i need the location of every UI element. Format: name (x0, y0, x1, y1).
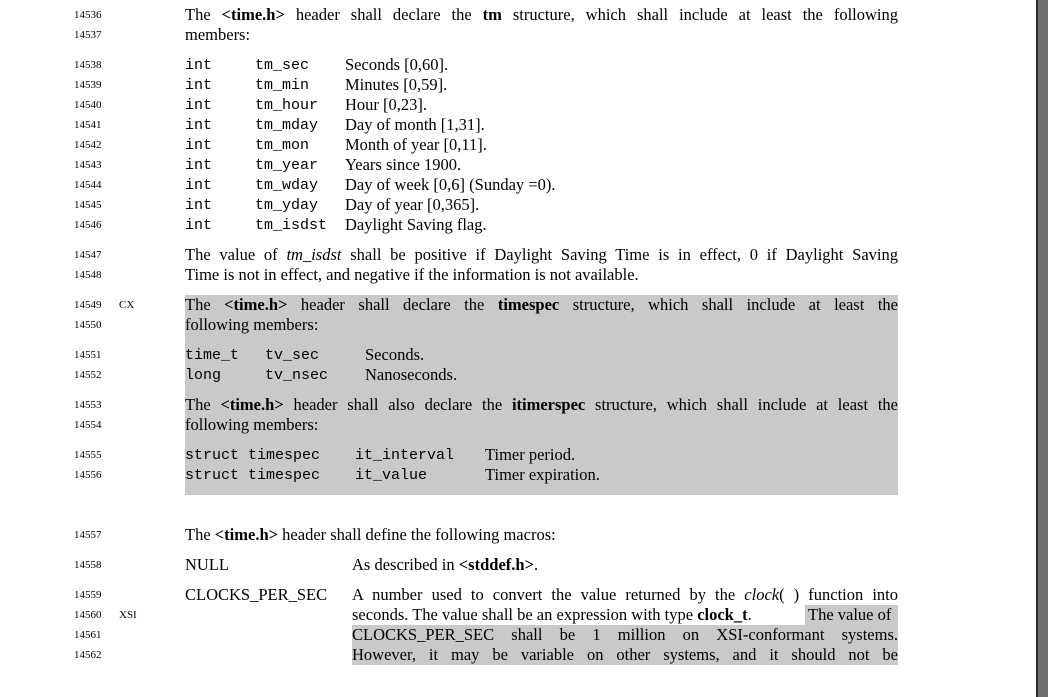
isdst-paragraph-line: Time is not in effect, and negative if the information is not available. (185, 265, 639, 284)
member-name: tm_sec (255, 57, 310, 74)
line-number: 14547 (74, 249, 102, 261)
member-type: int (185, 157, 213, 174)
macro-null-description: As described in <stddef.h>. (352, 555, 539, 574)
line-number: 14536 (74, 9, 102, 21)
member-name: tm_isdst (255, 217, 328, 234)
tm-paragraph-line: The <time.h> header shall declare the tm structure, which shall include at least the following (185, 5, 898, 24)
member-description: Daylight Saving flag. (345, 215, 487, 234)
line-number: 14546 (74, 219, 102, 231)
member-type: long (185, 367, 222, 384)
member-name: tm_yday (255, 197, 319, 214)
struct-name: itimerspec (511, 395, 586, 414)
line-number: 14542 (74, 139, 102, 151)
member-description: Nanoseconds. (365, 365, 458, 384)
xsi-margin-marker: XSI (119, 609, 137, 621)
member-name: tv_nsec (265, 367, 329, 384)
line-number: 14562 (74, 649, 102, 661)
macros-paragraph: The <time.h> header shall define the following macros: (185, 525, 556, 544)
itimerspec-paragraph-line: following members: (185, 415, 319, 434)
line-number: 14539 (74, 79, 102, 91)
macro-clocks-description-line: CLOCKS_PER_SEC shall be 1 million on XSI-conformant systems. (352, 625, 898, 644)
function-name: clock (744, 585, 780, 604)
line-number: 14538 (74, 59, 102, 71)
line-number: 14555 (74, 449, 102, 461)
member-name: tm_mon (255, 137, 310, 154)
line-number: 14545 (74, 199, 102, 211)
line-number: 14559 (74, 589, 102, 601)
line-number: 14551 (74, 349, 102, 361)
line-number: 14561 (74, 629, 102, 641)
macro-clocks-description-line: However, it may be variable on other systems, and it should not be (352, 645, 898, 664)
line-number: 14537 (74, 29, 102, 41)
member-type: int (185, 57, 213, 74)
member-type: int (185, 217, 213, 234)
member-description: Day of month [1,31]. (345, 115, 485, 134)
member-description: Hour [0,23]. (345, 95, 428, 114)
macro-clocks-description-line: seconds. The value shall be an expression with type clock_t. (352, 605, 752, 624)
macro-clocks-xsi-text: The value of (808, 605, 892, 624)
line-number: 14560 (74, 609, 102, 621)
member-description: Timer period. (485, 445, 576, 464)
member-description: Seconds. (365, 345, 425, 364)
itimerspec-paragraph-line: The <time.h> header shall also declare the itimerspec structure, which shall include at least the (185, 395, 898, 414)
struct-name: timespec (497, 295, 560, 314)
member-type: int (185, 177, 213, 194)
type-name: clock_t (697, 605, 748, 624)
macro-clocks-name: CLOCKS_PER_SEC (185, 585, 328, 604)
line-number: 14543 (74, 159, 102, 171)
member-type: time_t (185, 347, 240, 364)
header-name: <time.h> (221, 5, 285, 24)
line-number: 14541 (74, 119, 102, 131)
member-type: int (185, 97, 213, 114)
member-description: Timer expiration. (485, 465, 600, 484)
member-type: int (185, 197, 213, 214)
header-name: <time.h> (220, 395, 284, 414)
timespec-paragraph-line: The <time.h> header shall declare the timespec structure, which shall include at least the (185, 295, 898, 314)
macro-null-name: NULL (185, 555, 229, 574)
macro-clocks-description-line: A number used to convert the value returned by the clock( ) function into (352, 585, 899, 604)
line-number: 14544 (74, 179, 102, 191)
header-name: <time.h> (224, 295, 288, 314)
line-number: 14554 (74, 419, 102, 431)
member-name: tv_sec (265, 347, 320, 364)
line-number: 14556 (74, 469, 102, 481)
member-description: Day of year [0,365]. (345, 195, 480, 214)
line-number: 14558 (74, 559, 102, 571)
member-description: Minutes [0,59]. (345, 75, 448, 94)
line-number: 14550 (74, 319, 102, 331)
member-name: it_value (355, 467, 428, 484)
member-type: int (185, 77, 213, 94)
line-number: 14553 (74, 399, 102, 411)
header-name: <time.h> (214, 525, 279, 544)
line-number: 14549 (74, 299, 102, 311)
struct-name: tm (482, 5, 502, 24)
member-type: struct timespec (185, 467, 321, 484)
member-description: Years since 1900. (345, 155, 462, 174)
member-name: tm_min (255, 77, 310, 94)
member-name: tm_mday (255, 117, 319, 134)
member-type: int (185, 137, 213, 154)
variable-name: tm_isdst (286, 245, 342, 264)
isdst-paragraph-line: The value of tm_isdst shall be positive if Daylight Saving Time is in effect, 0 if Daylight Saving (185, 245, 898, 264)
member-description: Month of year [0,11]. (345, 135, 487, 154)
member-description: Seconds [0,60]. (345, 55, 449, 74)
line-number: 14540 (74, 99, 102, 111)
member-name: tm_wday (255, 177, 319, 194)
line-number: 14552 (74, 369, 102, 381)
member-type: struct timespec (185, 447, 321, 464)
cx-margin-marker: CX (119, 299, 135, 311)
timespec-paragraph-line: following members: (185, 315, 319, 334)
member-name: tm_hour (255, 97, 319, 114)
header-name: <stddef.h> (458, 555, 534, 574)
tm-paragraph-line: members: (185, 25, 251, 44)
member-name: tm_year (255, 157, 319, 174)
line-number: 14557 (74, 529, 102, 541)
member-type: int (185, 117, 213, 134)
member-name: it_interval (355, 447, 455, 464)
line-number: 14548 (74, 269, 102, 281)
member-description: Day of week [0,6] (Sunday =0). (345, 175, 556, 194)
viewer-background (1036, 0, 1048, 697)
